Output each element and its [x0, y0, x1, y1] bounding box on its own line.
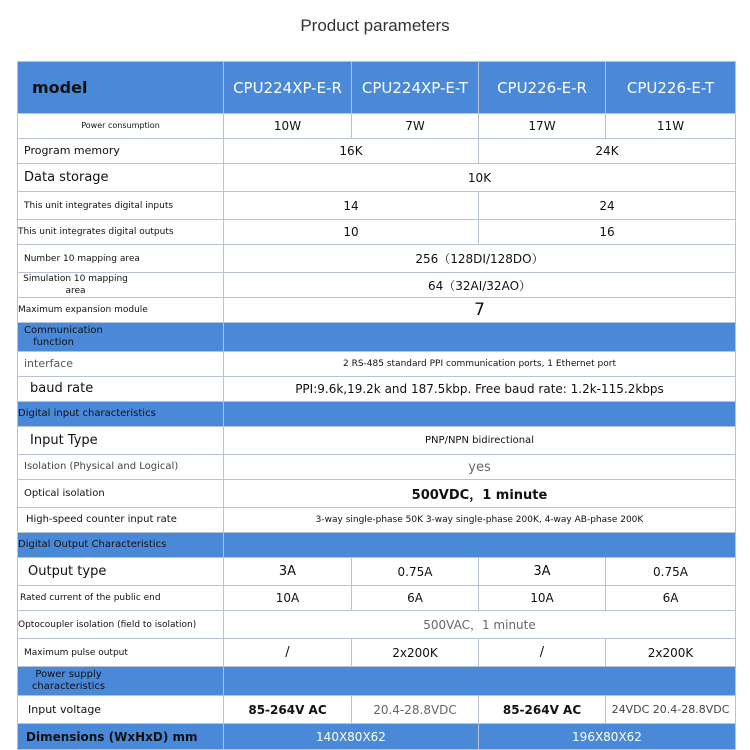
row-digital-outputs	[18, 220, 736, 245]
optocoupler-value: 500VAC，1 minute	[224, 611, 736, 639]
digital-output-band	[224, 533, 736, 558]
baud-value: PPI:9.6k,19.2k and 187.5kbp. Free baud rate: 1.2k-115.2kbps	[224, 377, 736, 402]
model-label: model	[18, 62, 224, 114]
max-expansion-value: 7	[224, 298, 736, 323]
max-pulse-4: 2x200K	[606, 639, 736, 667]
power-4: 11W	[606, 114, 736, 139]
sim-io-value: 64（32AI/32AO）	[224, 273, 736, 298]
isolation-value: yes	[224, 455, 736, 480]
label-data-storage: Data storage	[18, 164, 224, 192]
row-optocoupler	[18, 611, 736, 639]
input-voltage-3: 85-264V AC	[479, 696, 606, 724]
row-optical	[18, 480, 736, 508]
communication-band	[224, 323, 736, 352]
input-voltage-1: 85-264V AC	[224, 696, 352, 724]
rated-current-1: 10A	[224, 586, 352, 611]
row-dimensions	[18, 724, 736, 750]
hs-counter-value: 3-way single-phase 50K 3-way single-phase 200K, 4-way AB-phase 200K	[224, 508, 736, 533]
input-type-value: PNP/NPN bidirectional	[224, 427, 736, 455]
optical-value: 500VDC，1 minute	[224, 480, 736, 508]
row-max-pulse	[18, 639, 736, 667]
label-rated-current: Rated current of the public end	[18, 586, 224, 611]
section-communication	[18, 323, 736, 352]
output-type-2: 0.75A	[352, 558, 479, 586]
label-max-expansion: Maximum expansion module	[18, 298, 224, 323]
digital-input-band	[224, 402, 736, 427]
row-interface	[18, 352, 736, 377]
program-memory-b: 24K	[479, 139, 736, 164]
row-hs-counter	[18, 508, 736, 533]
model-1: CPU224XP-E-R	[224, 62, 352, 114]
label-digital-input-section: Digital input characteristics	[18, 402, 224, 427]
section-digital-input	[18, 402, 736, 427]
label-isolation: Isolation (Physical and Logical)	[18, 455, 224, 480]
model-2: CPU224XP-E-T	[352, 62, 479, 114]
digital-inputs-a: 14	[224, 192, 479, 220]
page-title: Product parameters	[300, 16, 450, 35]
power-supply-band	[224, 667, 736, 696]
output-type-1: 3A	[224, 558, 352, 586]
program-memory-a: 16K	[224, 139, 479, 164]
label-baud: baud rate	[18, 377, 224, 402]
model-4: CPU226-E-T	[606, 62, 736, 114]
max-pulse-2: 2x200K	[352, 639, 479, 667]
rated-current-3: 10A	[479, 586, 606, 611]
header-row	[18, 62, 736, 114]
dimensions-a: 140X80X62	[224, 724, 479, 750]
digital-outputs-b: 16	[479, 220, 736, 245]
power-3: 17W	[479, 114, 606, 139]
model-3: CPU226-E-R	[479, 62, 606, 114]
max-pulse-3: /	[479, 639, 606, 667]
label-communication: Communication function	[18, 323, 224, 352]
label-power-supply: Power supply characteristics	[18, 667, 224, 696]
label-optical: Optical isolation	[18, 480, 224, 508]
label-digital-output-section: Digital Output Characteristics	[18, 533, 224, 558]
interface-value: 2 RS-485 standard PPI communication ports, 1 Ethernet port	[224, 352, 736, 377]
digital-inputs-b: 24	[479, 192, 736, 220]
row-max-expansion	[18, 298, 736, 323]
dimensions-b: 196X80X62	[479, 724, 736, 750]
row-input-voltage	[18, 696, 736, 724]
label-input-type: Input Type	[18, 427, 224, 455]
label-output-type: Output type	[18, 558, 224, 586]
label-power: Power consumption	[18, 114, 224, 139]
power-1: 10W	[224, 114, 352, 139]
label-hs-counter: High-speed counter input rate	[18, 508, 224, 533]
output-type-4: 0.75A	[606, 558, 736, 586]
data-storage-value: 10K	[224, 164, 736, 192]
label-interface: interface	[18, 352, 224, 377]
label-max-pulse: Maximum pulse output	[18, 639, 224, 667]
label-digital-outputs: This unit integrates digital outputs	[18, 220, 224, 245]
label-sim-io: Simulation 10 mapping area	[18, 273, 224, 298]
row-program-memory	[18, 139, 736, 164]
row-digital-inputs	[18, 192, 736, 220]
row-data-storage	[18, 164, 736, 192]
power-2: 7W	[352, 114, 479, 139]
rated-current-2: 6A	[352, 586, 479, 611]
section-power-supply	[18, 667, 736, 696]
label-digital-inputs: This unit integrates digital inputs	[18, 192, 224, 220]
max-pulse-1: /	[224, 639, 352, 667]
row-output-type	[18, 558, 736, 586]
parameters-table	[17, 61, 736, 750]
row-rated-current	[18, 586, 736, 611]
number-io-value: 256（128DI/128DO）	[224, 245, 736, 273]
section-digital-output	[18, 533, 736, 558]
row-sim-io	[18, 273, 736, 298]
output-type-3: 3A	[479, 558, 606, 586]
label-input-voltage: Input voltage	[18, 696, 224, 724]
input-voltage-2: 20.4-28.8VDC	[352, 696, 479, 724]
row-power	[18, 114, 736, 139]
label-dimensions: Dimensions (WxHxD) mm	[18, 724, 224, 750]
label-number-io: Number 10 mapping area	[18, 245, 224, 273]
rated-current-4: 6A	[606, 586, 736, 611]
row-isolation	[18, 455, 736, 480]
input-voltage-4: 24VDC 20.4-28.8VDC	[606, 696, 736, 724]
label-program-memory: Program memory	[18, 139, 224, 164]
label-optocoupler: Optocoupler isolation (field to isolation)	[18, 611, 224, 639]
digital-outputs-a: 10	[224, 220, 479, 245]
row-baud	[18, 377, 736, 402]
row-number-io	[18, 245, 736, 273]
row-input-type	[18, 427, 736, 455]
